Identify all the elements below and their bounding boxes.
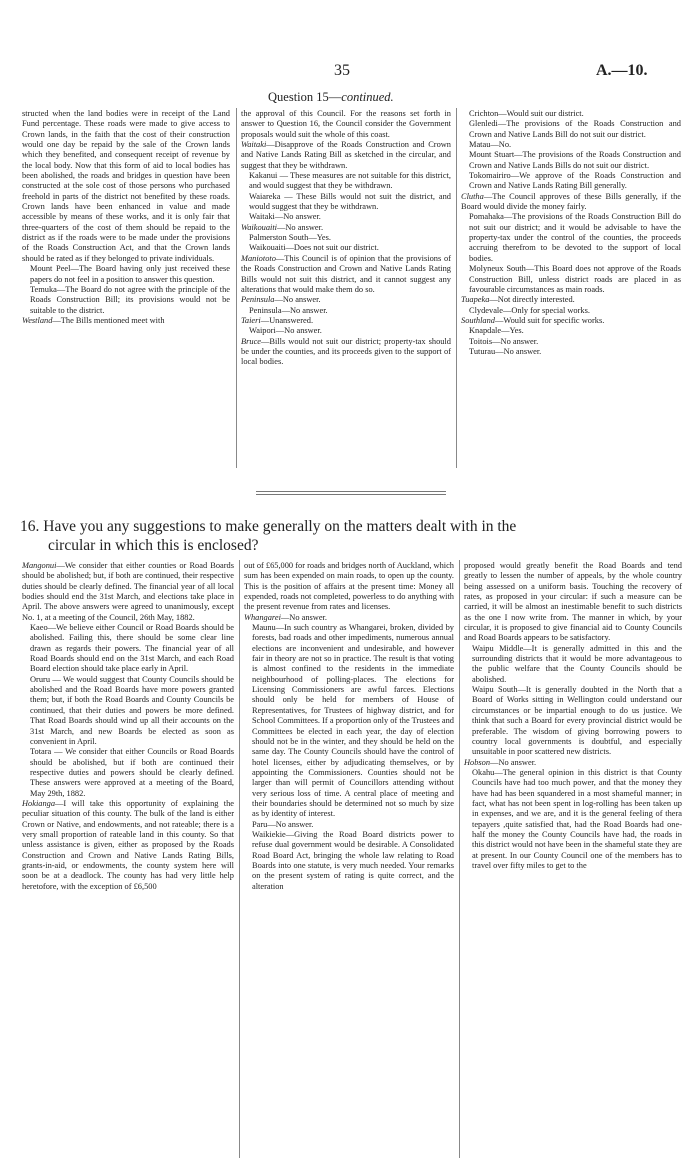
paragraph bbox=[241, 192, 451, 213]
column-divider bbox=[459, 560, 460, 1158]
paragraph-text: —Disapprove of the Roads Construction and Crown and Native Lands Rating Bill as sketched in the circular, and suggest that they be withdrawn. bbox=[241, 140, 451, 170]
place-name: Mangonui bbox=[22, 561, 57, 570]
paragraph-text: —No answer. bbox=[280, 612, 327, 622]
page-number: 35 bbox=[334, 62, 350, 79]
paragraph-text: out of £65,000 for roads and bridges north of Auckland, which sum has been expended on main roads, to open up the county. This is the position of affairs at the present time: Money all expended, roads not completed, powerless to do anything with the present revenue from rates and licenses. bbox=[244, 561, 454, 612]
place-name: Westland bbox=[22, 315, 53, 325]
paragraph bbox=[241, 223, 451, 233]
paragraph bbox=[461, 192, 681, 213]
paragraph bbox=[241, 337, 451, 368]
paragraph-text: structed when the land bodies were in receipt of the Land Fund percentage. These roads were made to give access to Crown lands, in the faith that the cost of their construction would one day be repaid by the sale of the Crown lands which they benefited, and consequent receipt of revenue by the local body. Now that this form of aid to local bodies has been abolished, the roads and bridges in question have been constructed at the sole cost of those persons who purchased freehold in parts of the district not benefited by these roads. Crown lands have been enhanced in value and made accessible by means of these works, and it is only fair that three-quarters of the cost of them should be repaid to the district as if the roads were to be made under the provisions of the Roads Construction Act, and that the Crown lands should be rated as if they belonged to private individuals. bbox=[22, 109, 230, 263]
paragraph bbox=[464, 758, 682, 768]
paragraph bbox=[241, 233, 451, 243]
paragraph bbox=[241, 254, 451, 295]
paragraph bbox=[461, 347, 681, 357]
q15-column-2 bbox=[241, 109, 451, 368]
paragraph-text: Mount Peel—The Board having only just received these papers do not feel in a position to answer this question. bbox=[30, 264, 230, 284]
section-rule bbox=[256, 491, 446, 492]
paragraph-text: Okahu—The general opinion in this district is that County Councils have had too much power, and that the money they have had has been squandered in a most shameful manner; in fact, what has not been spent in log-rolling has been taken up in expenses, and we are, and it is the general feeling of thera tepayers ,quite satisfied that, had the Road Boards had one-half the money the County Councils have had, the roads in this district would not have been in the shameful state they are at present. In our County Council one of the members has to travel over fifty miles to get to the bbox=[472, 767, 682, 870]
paragraph-text: Clydevale—Only for special works. bbox=[469, 305, 590, 315]
paragraph bbox=[22, 316, 230, 326]
paragraph bbox=[22, 285, 230, 316]
paragraph bbox=[464, 561, 682, 644]
paragraph-text: Kaeo—We believe either Council or Road Boards should be abolished. Failing this, there should be some clear line drawn as regards their powers. The financial year of all Road Boards should end on the 31st March, and each Road Board election should take place early in April. bbox=[30, 623, 234, 674]
q15-column-3 bbox=[461, 109, 681, 357]
paragraph-text: —The Bills mentioned meet with bbox=[52, 315, 165, 325]
paragraph bbox=[244, 613, 454, 623]
q16-column-3 bbox=[464, 561, 682, 871]
column-divider bbox=[236, 108, 237, 468]
paragraph-text: —This Council is of opinion that the provisions of the Roads Construction and Crown and Native Lands Rating Bills would not suit this district, and it cannot suggest any alterations that would make them do so. bbox=[241, 253, 451, 294]
paragraph-text: Waipu South—It is generally doubted in the North that a Board of Works sitting in Wellington could understand our circumstances or be impartial enough to do us justice. We think that such a Board for every provincial district would be preferable. The wisdom of giving borrowing powers to country local governments is doubtful, and especially unsuitable in poor scattered new districts. bbox=[472, 685, 682, 757]
place-name: Hokianga bbox=[22, 798, 56, 808]
paragraph bbox=[241, 140, 451, 171]
paragraph bbox=[461, 140, 681, 150]
paragraph-text: Waitaki—No answer. bbox=[249, 212, 321, 222]
column-divider bbox=[456, 108, 457, 468]
paragraph-text: —Bills would not suit our district; property-tax should be under the counties, and its proceeds given to the support of local bodies. bbox=[241, 336, 451, 367]
paragraph-text: Tokomairiro—We approve of the Roads Construction and Crown and Native Lands Rating Bill generally. bbox=[469, 171, 681, 191]
paragraph-text: —The Council approves of these Bills generally, if the Board would divide the money fairly. bbox=[461, 191, 681, 212]
paragraph-text: Peninsula—No answer. bbox=[249, 305, 328, 315]
paragraph bbox=[461, 119, 681, 140]
place-name: Maniototo bbox=[241, 253, 276, 263]
paragraph bbox=[241, 295, 451, 305]
place-name: Tuapeka bbox=[461, 295, 490, 305]
paragraph bbox=[244, 623, 454, 820]
paragraph-text: Kakanui — These measures are not suitable for this district, and would suggest that they be withdrawn. bbox=[249, 171, 451, 191]
paragraph-text: proposed would greatly benefit the Road Boards and tend greatly to lessen the number of appeals, by the whole country being assessed on a uniform basis. Touching the recovery of rates, as proposed in your circular: if such a measure can be carried, it will be almost an inestimable benefit to such districts as the one I now write from. The manner in which, by your circular, it is proposed to give financial aid to County Councils and Road Boards appears to be satisfactory. bbox=[464, 561, 682, 643]
paragraph bbox=[461, 109, 681, 119]
question-16-line-1: 16. Have you any suggestions to make generally on the matters dealt with in the bbox=[20, 518, 517, 535]
paragraph bbox=[461, 316, 681, 326]
paragraph-text: Molyneux South—This Board does not approve of the Roads Construction Bill, unless district roads are placed in as favourable circumstances as main roads. bbox=[469, 264, 681, 294]
place-name: Peninsula bbox=[241, 295, 275, 305]
column-divider bbox=[239, 560, 240, 1158]
paragraph-text: Knapdale—Yes. bbox=[469, 326, 524, 336]
paragraph bbox=[461, 212, 681, 264]
paragraph bbox=[22, 561, 234, 623]
paragraph-text: Waiareka — These Bills would not suit the district, and would suggest that they be withdrawn. bbox=[249, 191, 451, 212]
paragraph bbox=[464, 768, 682, 871]
paragraph-text: Temuka—The Board do not agree with the principle of the Roads Construction Bill; its provisions would not be suitable to the district. bbox=[30, 284, 230, 315]
paragraph-text: —I will take this opportunity of explaining the peculiar situation of this county. The bulk of the land is either Crown or Native, and endowments, and not rateable; there is a very small proportion of rateable land in this county. So that unless assistance is given, either as proposed by the Roads Construction and Crown and Native Lands Rating Bills, grants-in-aid, or endowments, the county system here will soon be at a deadlock. The county has had very little help heretofore, with the exception of £6,500 bbox=[22, 798, 234, 891]
document-reference: A.—10. bbox=[596, 62, 648, 79]
paragraph-text: Waikouaiti—Does not suit our district. bbox=[249, 243, 379, 253]
place-name: Waikouaiti bbox=[241, 222, 277, 232]
paragraph-text: Totara — We consider that either Councils or Road Boards should be abolished, but if both are continued their respective duties and powers should be clearly defined. These answers were approved at a meeting of the Board, May 29th, 1882. bbox=[30, 747, 234, 798]
paragraph-text: Matau—No. bbox=[469, 140, 512, 150]
paragraph-text: Pomahaka—The provisions of the Roads Construction Bill do not suit our district; and it would be advisable to have the property-tax under the control of the counties, the proceeds accruing therefrom to be devoted to the support of local bodies. bbox=[469, 212, 681, 263]
paragraph bbox=[241, 306, 451, 316]
place-name: Taieri bbox=[241, 315, 261, 325]
paragraph-text: Waikiekie—Giving the Road Board districts power to refuse dual government would be desirable. A Consolidated Road Board Act, bringing the whole law relating to Road Boards into one statute, is very much needed. Your remarks on the present system of rating is quite correct, and the alteration bbox=[252, 829, 454, 891]
paragraph-text: —Would suit for specific works. bbox=[494, 315, 605, 325]
paragraph-text: Glenledi—The provisions of the Roads Construction and Crown and Native Lands Bill do not suit our district. bbox=[469, 119, 681, 139]
section-rule bbox=[256, 494, 446, 495]
place-name: Clutha bbox=[461, 191, 484, 201]
place-name: Whangarei bbox=[244, 612, 281, 622]
paragraph bbox=[461, 326, 681, 336]
paragraph bbox=[461, 306, 681, 316]
section-heading bbox=[268, 90, 394, 105]
paragraph bbox=[464, 685, 682, 757]
paragraph-text: Toitois—No answer. bbox=[469, 336, 539, 346]
paragraph bbox=[461, 337, 681, 347]
question-16-heading bbox=[20, 517, 690, 555]
q16-column-2 bbox=[244, 561, 454, 892]
q16-column-1 bbox=[22, 561, 234, 892]
continued-label: continued. bbox=[341, 90, 394, 104]
paragraph-text: —We consider that either counties or Road Boards should be abolished; but, if both are continued, their respective duties should be clearly defined. The financial year of all local bodies should end the 31st March, and elections take place in April. The above answers were agreed to unanimously, except No. 1, at a meeting of the Council, 26th May, 1882. bbox=[22, 561, 234, 622]
paragraph-text: Palmerston South—Yes. bbox=[249, 233, 331, 243]
paragraph-text: —No answer. bbox=[276, 222, 324, 232]
paragraph bbox=[461, 171, 681, 192]
paragraph-text: Waipori—No answer. bbox=[249, 326, 322, 336]
paragraph bbox=[22, 109, 230, 264]
paragraph-text: —Not directly interested. bbox=[489, 295, 575, 305]
paragraph bbox=[461, 264, 681, 295]
paragraph-text: Paru—No answer. bbox=[252, 819, 314, 829]
paragraph bbox=[22, 799, 234, 892]
paragraph-text: Crichton—Would suit our district. bbox=[469, 109, 584, 118]
paragraph bbox=[241, 212, 451, 222]
place-name: Southland bbox=[461, 315, 495, 325]
paragraph bbox=[22, 264, 230, 285]
paragraph bbox=[461, 295, 681, 305]
paragraph-text: —No answer. bbox=[490, 757, 537, 767]
question-16-line-2: circular in which this is enclosed? bbox=[48, 537, 259, 554]
paragraph-text: —Unanswered. bbox=[260, 315, 314, 325]
question-label: Question 15— bbox=[268, 90, 342, 104]
paragraph bbox=[244, 561, 454, 613]
paragraph bbox=[244, 830, 454, 892]
paragraph bbox=[241, 243, 451, 253]
paragraph-text: —No answer. bbox=[274, 295, 321, 305]
paragraph-text: the approval of this Council. For the reasons set forth in answer to Question 16, the Council consider the Government proposals would suit the whole of this coast. bbox=[241, 109, 451, 139]
paragraph bbox=[22, 623, 234, 675]
place-name: Waitaki bbox=[241, 140, 267, 150]
paragraph-text: Tuturau—No answer. bbox=[469, 346, 542, 356]
paragraph bbox=[244, 820, 454, 830]
paragraph bbox=[241, 109, 451, 140]
paragraph-text: Oruru — We would suggest that County Councils should be abolished and the Road Boards have more powers granted them; but, if both the Road Boards and County Councils be continued, that their duties and powers be more defined. That Road Boards should wind up all their accounts on the 31st March, and new Boards be elected as soon as convenient in April. bbox=[30, 674, 234, 746]
paragraph bbox=[461, 150, 681, 171]
paragraph bbox=[241, 171, 451, 192]
paragraph-text: Mount Stuart—The provisions of the Roads Construction and Crown and Native Lands Bills do not suit our district. bbox=[469, 150, 681, 170]
paragraph bbox=[241, 316, 451, 326]
paragraph-text: Waipu Middle—It is generally admitted in this and the surrounding districts that it would be more advantageous to the public welfare that the County Councils should be abolished. bbox=[472, 643, 682, 684]
paragraph-text: Maunu—In such country as Whangarei, broken, divided by forests, bad roads and other impediments, numerous annual elections are inconvenient and undesirable, and however fair in theory are not so in practice. The result is that voting is almost confined to the residents in the immediate neighbourhood of polling-places. The elections for Licensing Commissioners are awful farces. Elections should only be held for members of House of Representatives, for Trustees of highway district, and for School Committees. If a proportion only of the Trustees and Committees be elected in each year, the day of election should not be in the winter, and they should be held on the same day. The County Councils should have the control of hotel licenses, either by adjudicating themselves, or by appointing the Commissioners. Counties should not be larger than will permit of Councillors attending without very serious loss of time. A central place of meeting and their boundaries should be determined not so much by size as by identity of interest. bbox=[252, 623, 454, 819]
paragraph bbox=[22, 747, 234, 799]
paragraph bbox=[241, 326, 451, 336]
paragraph bbox=[22, 675, 234, 747]
paragraph bbox=[464, 644, 682, 685]
place-name: Hobson bbox=[464, 757, 491, 767]
q15-column-1 bbox=[22, 109, 230, 326]
place-name: Bruce bbox=[241, 336, 261, 346]
